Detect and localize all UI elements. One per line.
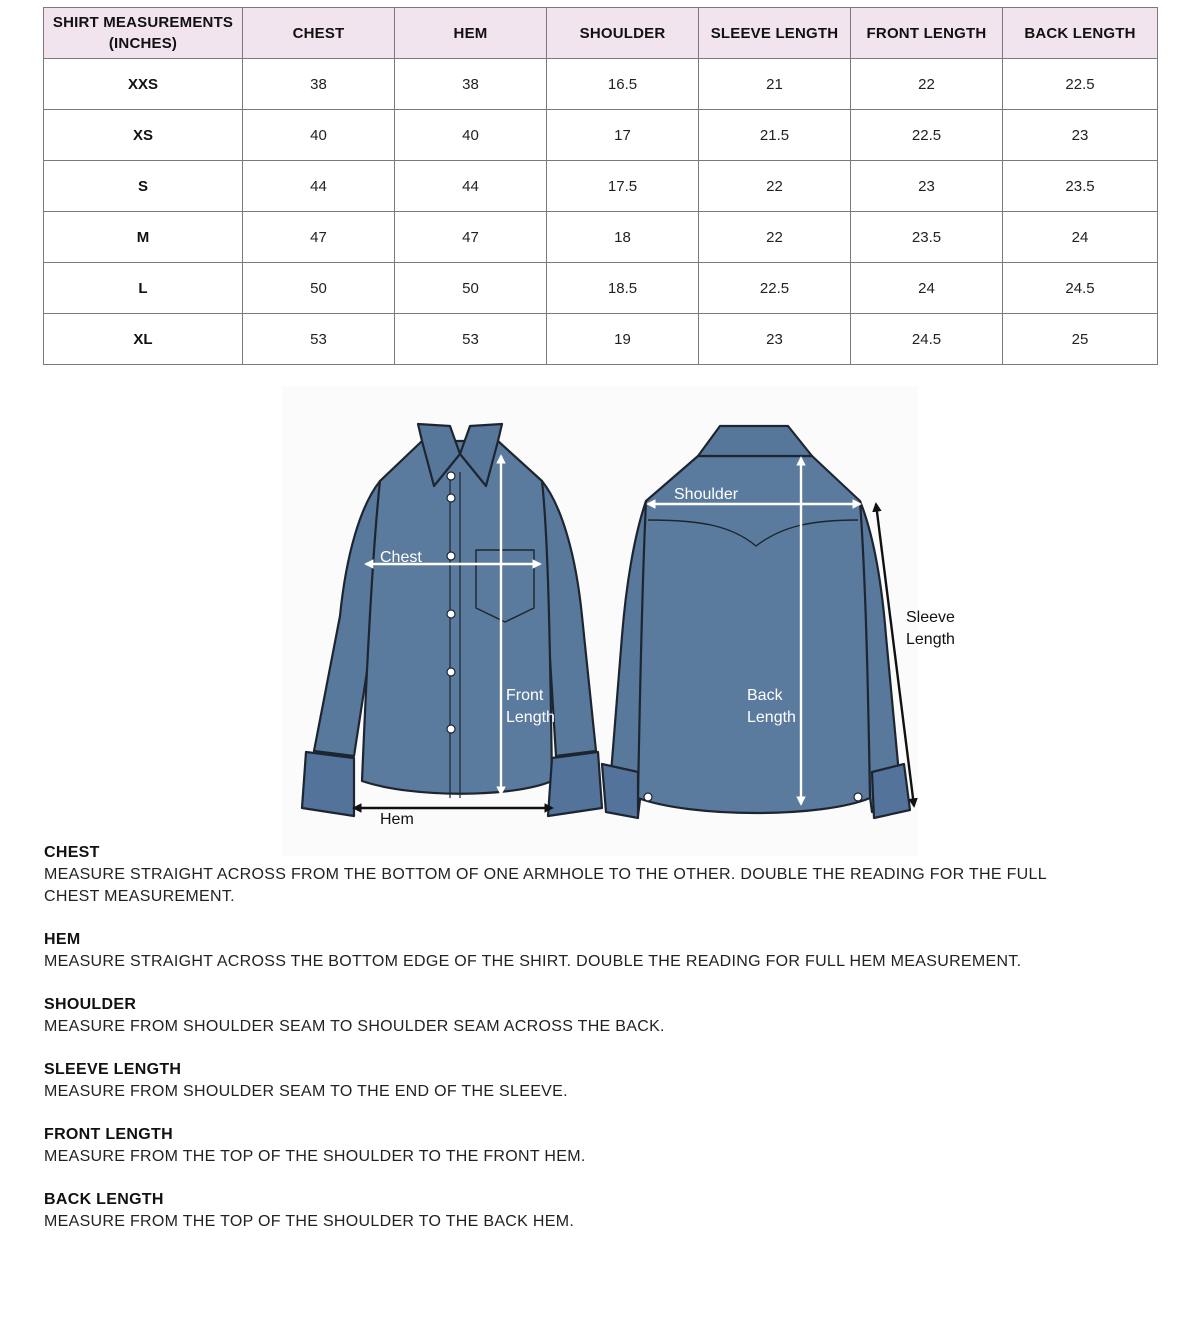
measurement-cell: 47 <box>395 212 547 263</box>
table-row <box>44 161 1158 212</box>
size-cell: XL <box>44 314 243 365</box>
shirt-front-icon <box>302 424 602 816</box>
shirt-back-icon <box>602 426 910 818</box>
header-front-length: FRONT LENGTH <box>851 8 1003 59</box>
table-row <box>44 314 1158 365</box>
front-length-label-line1: Front <box>506 687 544 704</box>
back-length-label-line2: Length <box>747 709 796 726</box>
instruction-text: MEASURE STRAIGHT ACROSS FROM THE BOTTOM OF ONE ARMHOLE TO THE OTHER. DOUBLE THE READING FOR THE FULL CHEST MEASUREMENT. <box>44 866 1047 905</box>
measurement-cell: 23 <box>699 314 851 365</box>
measurement-diagram <box>282 386 955 856</box>
header-back-length: BACK LENGTH <box>1003 8 1158 59</box>
measurement-cell: 17 <box>547 110 699 161</box>
front-body <box>362 441 552 794</box>
hem-label: Hem <box>380 811 414 828</box>
size-cell: XS <box>44 110 243 161</box>
measurement-cell: 23.5 <box>1003 161 1158 212</box>
measurement-cell: 18.5 <box>547 263 699 314</box>
back-length-label-line1: Back <box>747 687 783 704</box>
measurement-cell: 16.5 <box>547 59 699 110</box>
measurement-cell: 22 <box>699 212 851 263</box>
instruction-block <box>44 1124 1094 1168</box>
instruction-block <box>44 929 1094 973</box>
front-length-label-line2: Length <box>506 709 555 726</box>
header-shirt-measurements: SHIRT MEASUREMENTS (INCHES) <box>44 8 243 59</box>
instruction-title: CHEST <box>44 844 100 861</box>
measurement-cell: 22.5 <box>1003 59 1158 110</box>
back-right-cuff <box>872 764 910 818</box>
back-body <box>638 456 870 813</box>
front-pocket <box>476 550 534 622</box>
instruction-text: MEASURE FROM THE TOP OF THE SHOULDER TO THE BACK HEM. <box>44 1213 575 1230</box>
instruction-title: SLEEVE LENGTH <box>44 1061 182 1078</box>
measurement-cell: 21 <box>699 59 851 110</box>
measurement-cell: 22 <box>699 161 851 212</box>
measurement-cell: 24.5 <box>851 314 1003 365</box>
table-row <box>44 110 1158 161</box>
instruction-block <box>44 1189 1094 1233</box>
front-left-cuff <box>302 752 354 816</box>
measurement-cell: 24.5 <box>1003 263 1158 314</box>
measurement-cell: 23 <box>851 161 1003 212</box>
measurement-cell: 22.5 <box>851 110 1003 161</box>
front-right-cuff <box>548 752 602 816</box>
measurement-cell: 38 <box>243 59 395 110</box>
table-row <box>44 263 1158 314</box>
measurement-cell: 23 <box>1003 110 1158 161</box>
sleeve-length-label-line1: Sleeve <box>906 609 955 626</box>
instruction-block <box>44 842 1094 908</box>
measurement-cell: 44 <box>395 161 547 212</box>
measurement-cell: 53 <box>395 314 547 365</box>
measurement-cell: 50 <box>243 263 395 314</box>
measurement-cell: 53 <box>243 314 395 365</box>
measurement-cell: 22.5 <box>699 263 851 314</box>
table-header-row <box>44 8 1158 59</box>
header-shoulder: SHOULDER <box>547 8 699 59</box>
measurement-cell: 40 <box>395 110 547 161</box>
measurement-cell: 18 <box>547 212 699 263</box>
measurement-cell: 24 <box>1003 212 1158 263</box>
measurement-cell: 21.5 <box>699 110 851 161</box>
instruction-title: HEM <box>44 931 81 948</box>
chest-label: Chest <box>380 549 422 566</box>
measurement-cell: 17.5 <box>547 161 699 212</box>
measurement-cell: 25 <box>1003 314 1158 365</box>
measurement-cell: 22 <box>851 59 1003 110</box>
measurement-cell: 40 <box>243 110 395 161</box>
header-sleeve-length: SLEEVE LENGTH <box>699 8 851 59</box>
size-chart-table <box>43 7 1158 365</box>
measurement-cell: 24 <box>851 263 1003 314</box>
size-cell: M <box>44 212 243 263</box>
sleeve-length-label-line2: Length <box>906 631 955 648</box>
table-row <box>44 212 1158 263</box>
measuring-instructions <box>44 842 1094 1254</box>
instruction-title: BACK LENGTH <box>44 1191 164 1208</box>
instruction-text: MEASURE STRAIGHT ACROSS THE BOTTOM EDGE OF THE SHIRT. DOUBLE THE READING FOR FULL HEM MEASUREMENT. <box>44 953 1022 970</box>
measurement-cell: 38 <box>395 59 547 110</box>
back-left-cuff <box>602 764 638 818</box>
back-collar <box>698 426 812 456</box>
instruction-text: MEASURE FROM THE TOP OF THE SHOULDER TO THE FRONT HEM. <box>44 1148 586 1165</box>
instruction-block <box>44 994 1094 1038</box>
size-cell: XXS <box>44 59 243 110</box>
header-hem: HEM <box>395 8 547 59</box>
instruction-title: SHOULDER <box>44 996 137 1013</box>
measurement-cell: 47 <box>243 212 395 263</box>
instruction-block <box>44 1059 1094 1103</box>
instruction-text: MEASURE FROM SHOULDER SEAM TO SHOULDER SEAM ACROSS THE BACK. <box>44 1018 665 1035</box>
measurement-cell: 44 <box>243 161 395 212</box>
measurement-cell: 50 <box>395 263 547 314</box>
measurement-cell: 19 <box>547 314 699 365</box>
table-row <box>44 59 1158 110</box>
size-cell: S <box>44 161 243 212</box>
instruction-text: MEASURE FROM SHOULDER SEAM TO THE END OF THE SLEEVE. <box>44 1083 568 1100</box>
measurement-cell: 23.5 <box>851 212 1003 263</box>
header-chest: CHEST <box>243 8 395 59</box>
size-cell: L <box>44 263 243 314</box>
instruction-title: FRONT LENGTH <box>44 1126 173 1143</box>
shoulder-label: Shoulder <box>674 486 739 503</box>
